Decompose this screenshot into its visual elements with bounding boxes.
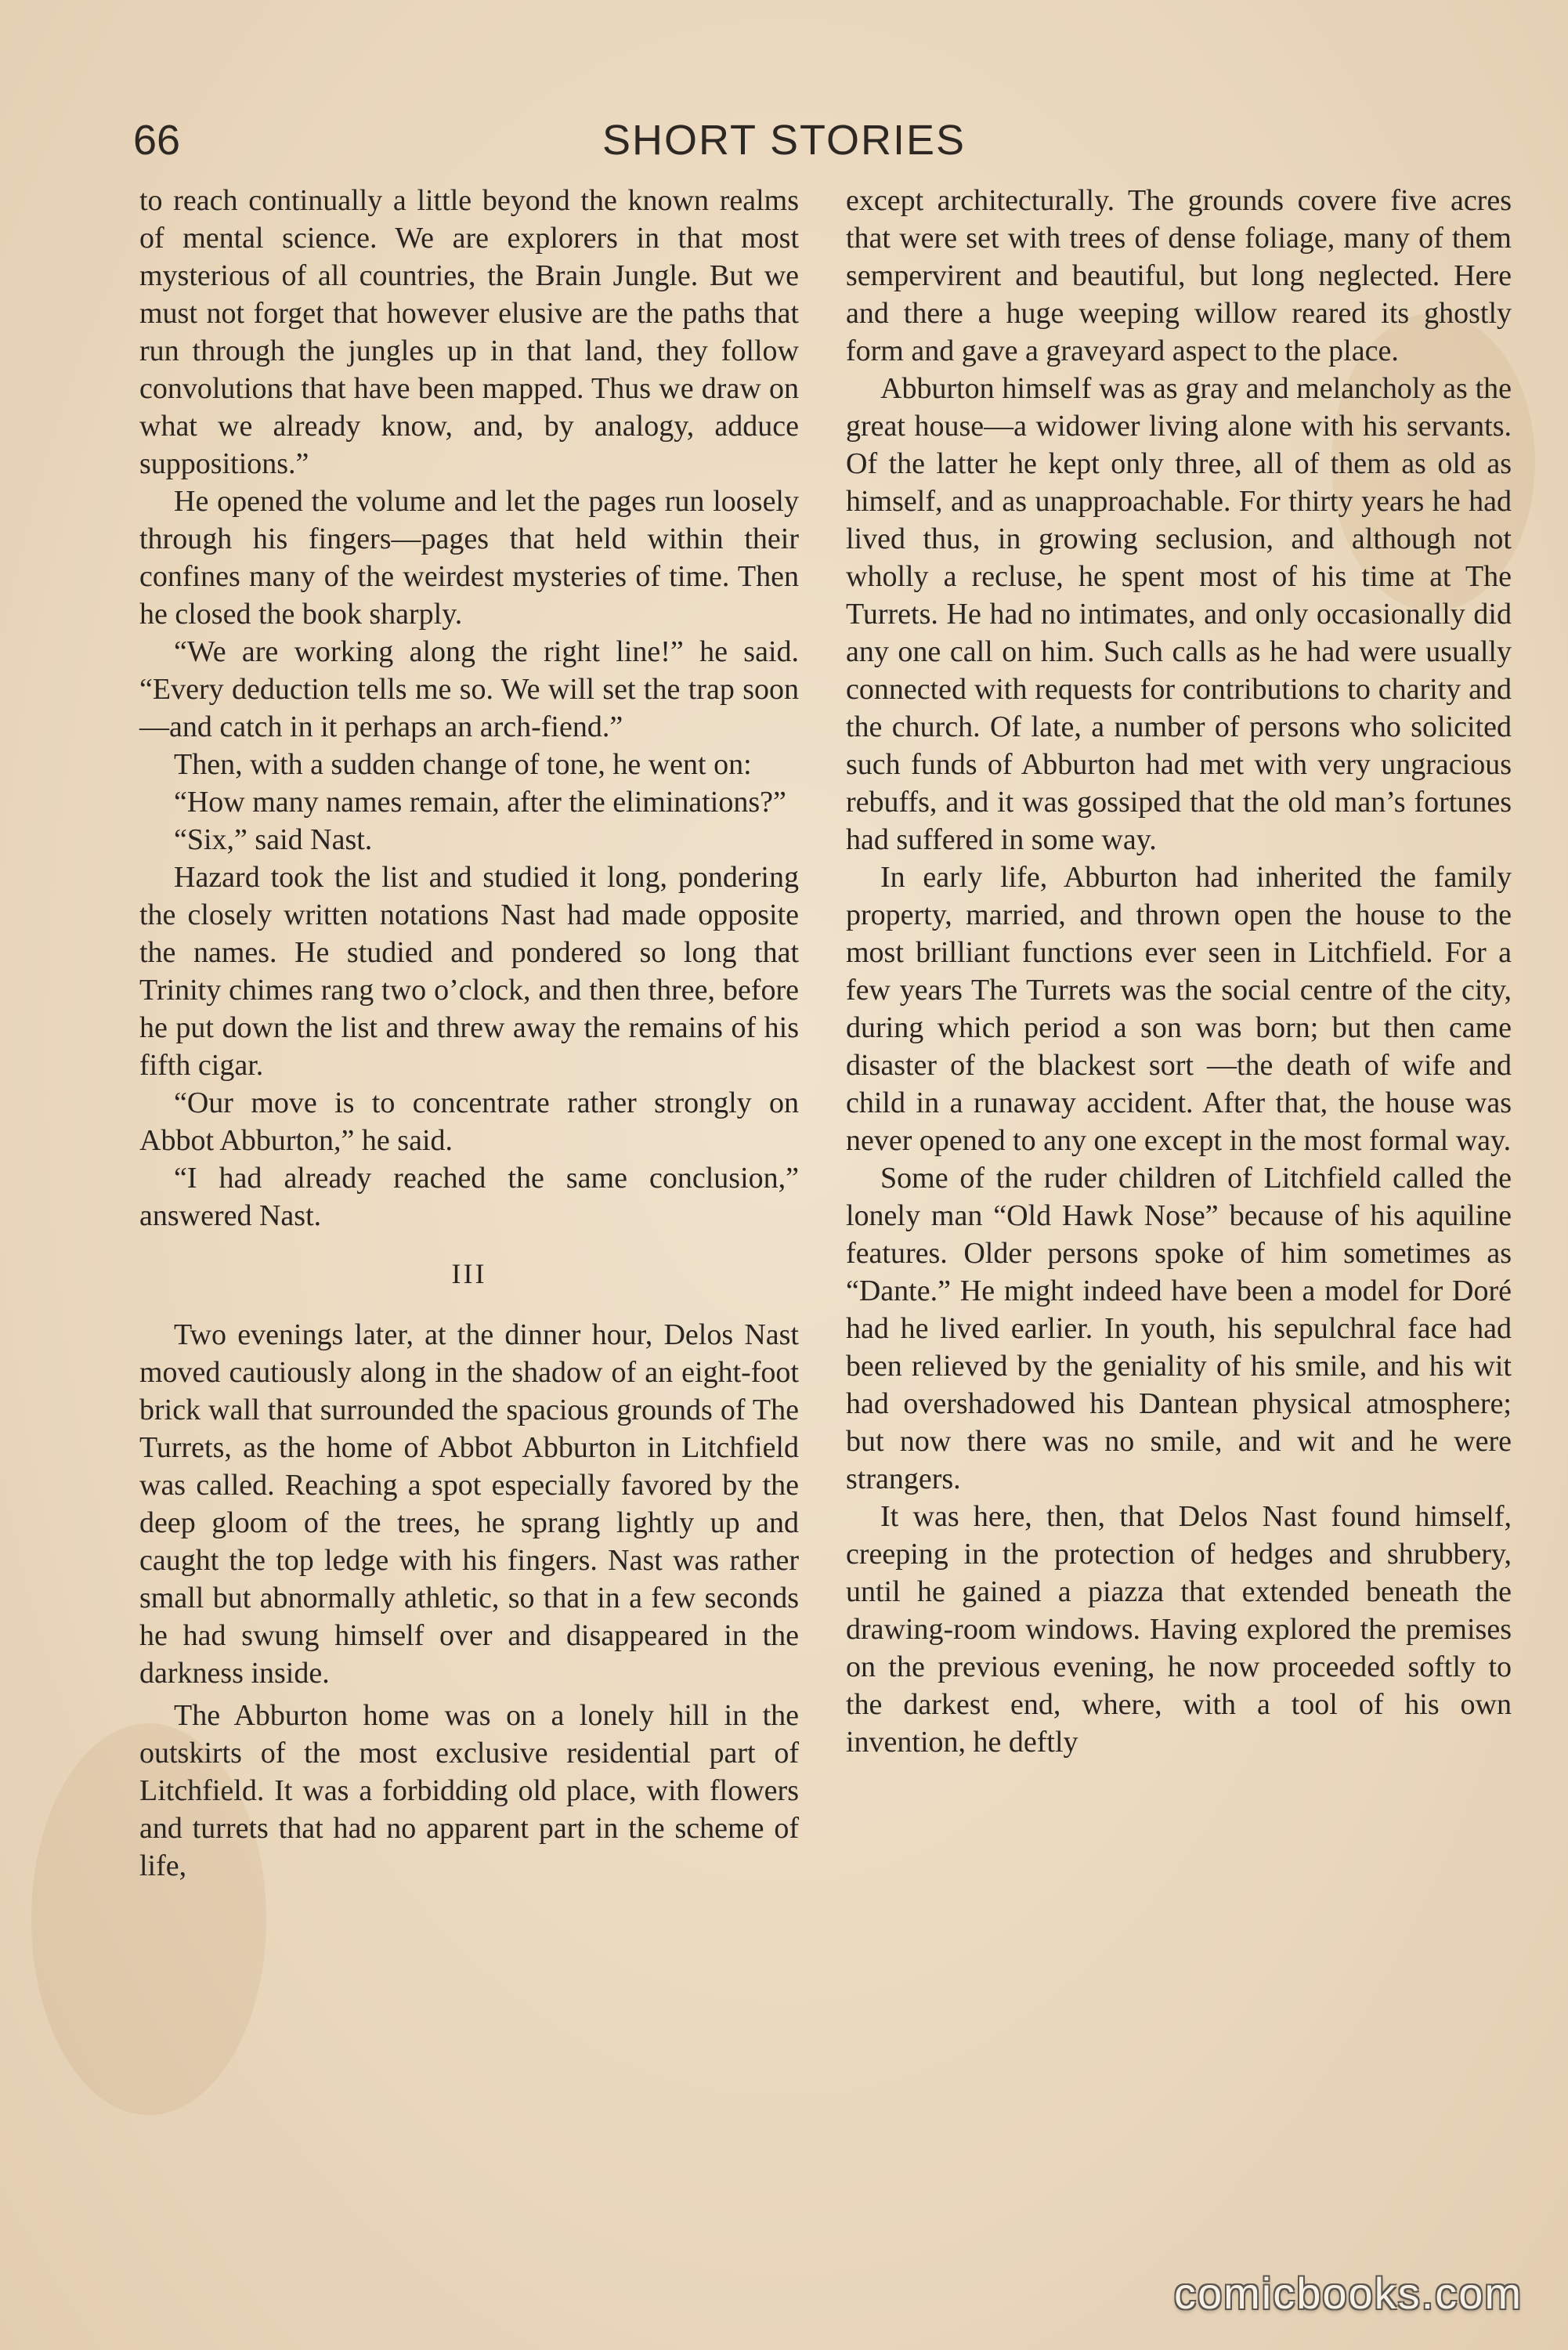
paragraph: He opened the volume and let the pages run loosely through his fingers—pages that held within their confines many of the weirdest mysteries of time. Then he closed the book sharply.	[139, 485, 799, 631]
paragraph: “Six,” said Nast.	[174, 823, 373, 856]
paragraph: “We are working along the right line!” he said. “Every deduction tells me so. We will set the trap soon—and catch in it perhaps an arch-fiend.”	[139, 635, 799, 743]
paragraph: Some of the ruder children of Litchfield called the lonely man “Old Hawk Nose” because of his aquiline features. Older persons spoke of him sometimes as “Dante.” He might indeed have been a model for Doré had he lived earlier. In youth, his sepulchral face had been relieved by the geniality of his smile, and his wit had overshadowed his Dantean physical atmosphere; but now there was no smile, and wit and he were strangers.	[846, 1162, 1512, 1495]
watermark: comicbooks.com	[1173, 2269, 1523, 2318]
paragraph: “I had already reached the same conclusion,” answered Nast.	[139, 1162, 799, 1232]
page-number: 66	[133, 117, 181, 164]
paragraph: “Our move is to concentrate rather strongly on Abbot Abburton,” he said.	[139, 1086, 799, 1157]
section-heading: III	[451, 1258, 487, 1289]
paragraph: “How many names remain, after the eliminations?”	[174, 786, 786, 819]
paragraph: Hazard took the list and studied it long, pondering the closely written notations Nast had made opposite the names. He studied and pondered so long that Trinity chimes rang two o’clock, and then three, before he put down the list and threw away the remains of his fifth cigar.	[139, 861, 799, 1082]
paragraph: Two evenings later, at the dinner hour, Delos Nast moved cautiously along in the shadow of an eight-foot brick wall that surrounded the spacious grounds of The Turrets, as the home of Abbot Abburton in Litchfield was called. Reaching a spot especially favored by the deep gloom of the trees, he sprang lightly up and caught the top ledge with his fingers. Nast was rather small but abnormally athletic, so that in a few seconds he had swung himself over and disappeared in the darkness inside.	[139, 1318, 799, 1690]
paragraph: except architecturally. The grounds covere five acres that were set with trees of dense foliage, many of them sempervirent and beautiful, but long neglected. Here and there a huge weeping willow reared its ghostly form and gave a graveyard aspect to the place.	[846, 184, 1512, 367]
paragraph: In early life, Abburton had inherited the family property, married, and thrown open the house to the most brilliant functions ever seen in Litchfield. For a few years The Turrets was the social centre of the city, during which period a son was born; but then came disaster of the blackest sort —the death of wife and child in a runaway accident. After that, the house was never opened to any one except in the most formal way.	[846, 861, 1512, 1157]
page-header	[0, 111, 1568, 174]
paragraph: to reach continually a little beyond the known realms of mental science. We are explorers in that most mysterious of all countries, the Brain Jungle. But we must not forget that however elusive are the paths that run through the jungles up in that land, they follow convolutions that have been mapped. Thus we draw on what we already know, and, by analogy, adduce suppositions.”	[139, 184, 799, 480]
paragraph: Then, with a sudden change of tone, he went on:	[174, 748, 752, 781]
paragraph: It was here, then, that Delos Nast found himself, creeping in the protection of hedges and shrubbery, until he gained a piazza that extended beneath the drawing-room windows. Having explored the premises on the previous evening, he now proceeded softly to the darkest end, where, with a tool of his own invention, he deftly	[846, 1500, 1512, 1759]
right-column	[846, 182, 1512, 1761]
left-column	[139, 182, 799, 1885]
paragraph: Abburton himself was as gray and melancholy as the great house—a widower living alone with his servants. Of the latter he kept only three, all of them as old as himself, and as unapproachable. For thirty years he had lived thus, in growing seclusion, and although not wholly a recluse, he spent most of his time at The Turrets. He had no intimates, and only occasionally did any one call on him. Such calls as he had were usually connected with requests for contributions to charity and the church. Of late, a number of persons who solicited such funds of Abburton had met with very ungracious rebuffs, and it was gossiped that the old man’s fortunes had suffered in some way.	[846, 372, 1512, 856]
paragraph: The Abburton home was on a lonely hill in the outskirts of the most exclusive residential part of Litchfield. It was a forbidding old place, with flowers and turrets that had no apparent part in the scheme of life,	[139, 1699, 799, 1882]
running-title: SHORT STORIES	[602, 117, 966, 164]
